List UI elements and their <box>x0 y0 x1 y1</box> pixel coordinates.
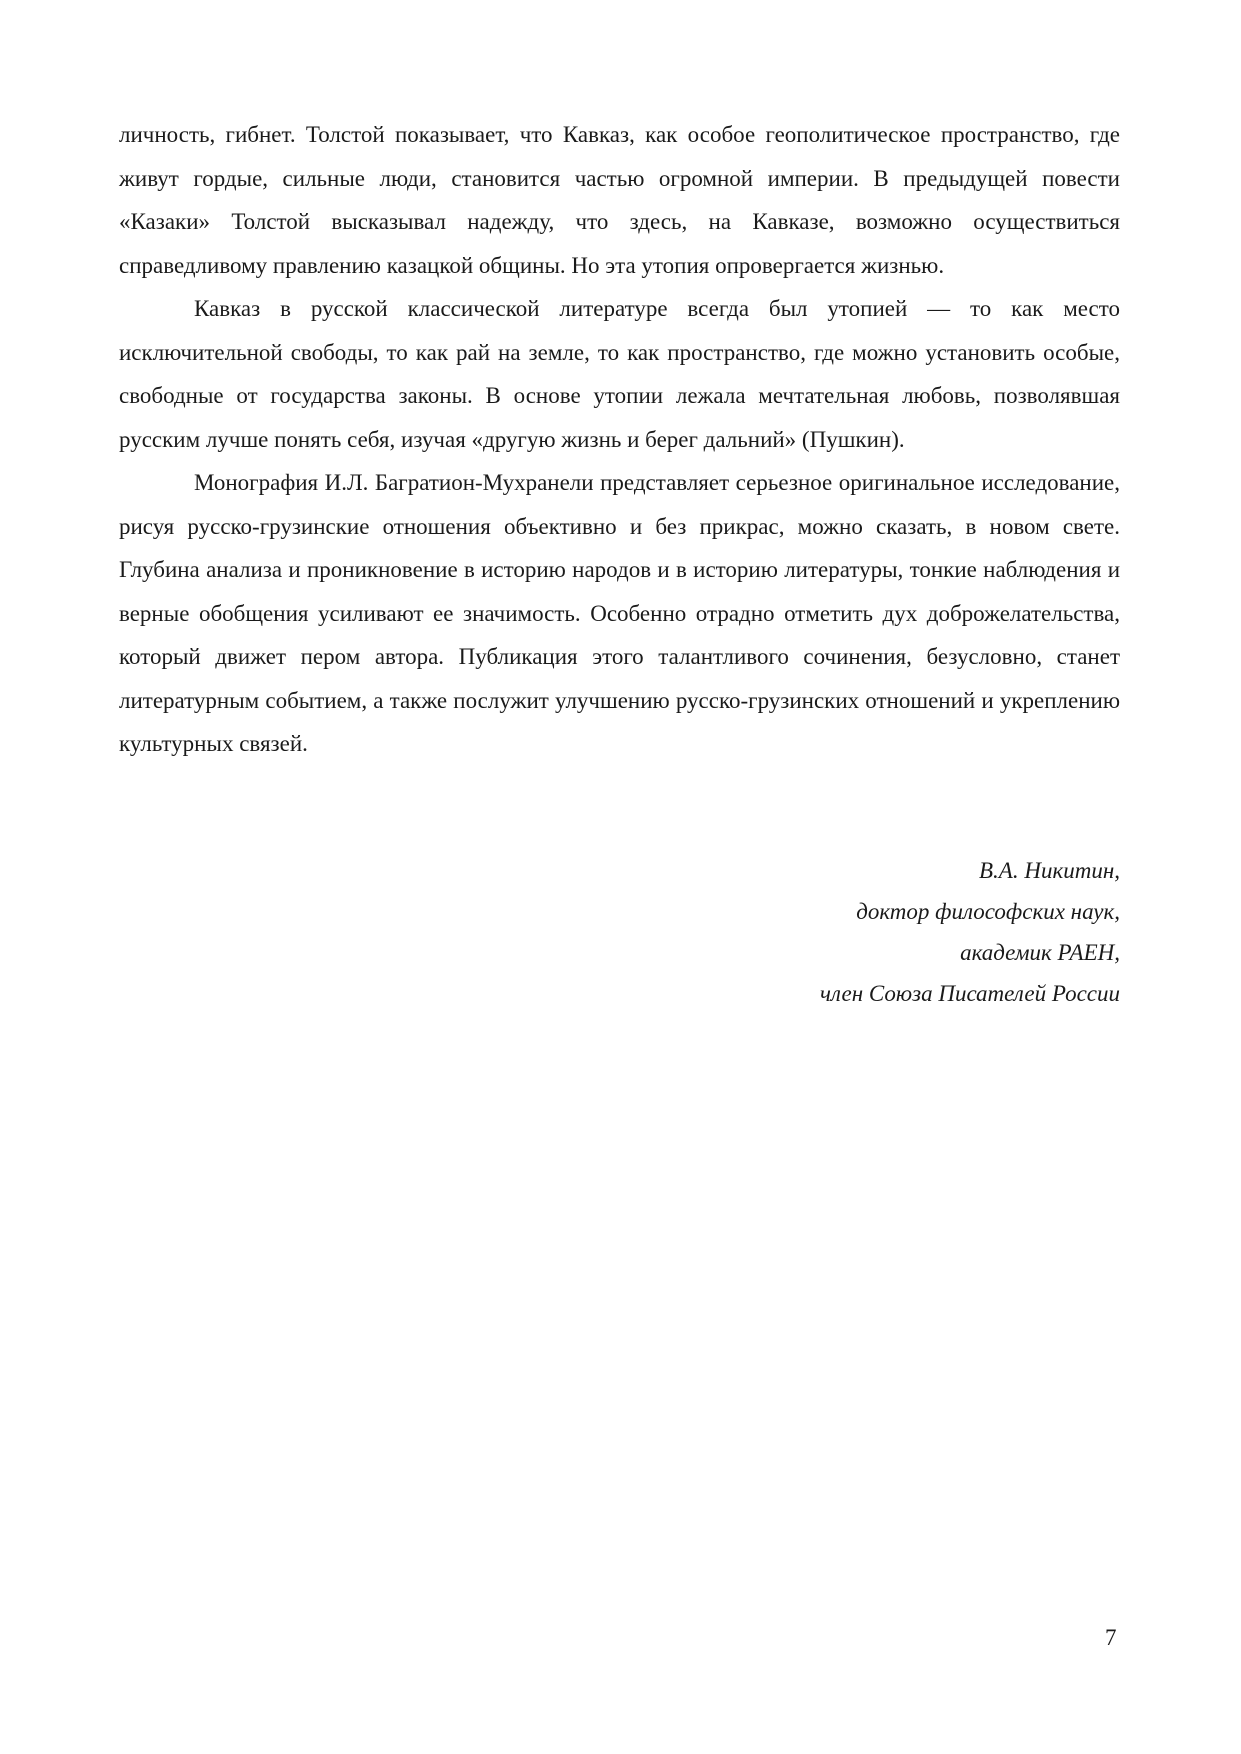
page-number: 7 <box>1105 1625 1117 1650</box>
signature-academy: академик РАЕН, <box>960 940 1120 965</box>
signature-block <box>820 850 1120 1014</box>
body-text <box>119 113 1120 766</box>
paragraph-continuation: личность, гибнет. Толстой показывает, что Кавказ, как особое геополитическое пространство, где живут гордые, сильные люди, становится частью огромной империи. В предыдущей повести «Казаки» Толстой высказывал надежду, что здесь, на Кавказе, возможно осуществиться справедливому правлению казацкой общины. Но эта утопия опровергается жизнью. <box>119 122 1120 278</box>
signature-union: член Союза Писателей России <box>819 981 1120 1006</box>
paragraph-caucasus-utopia: Кавказ в русской классической литературе всегда был утопией — то как место исключительной свободы, то как рай на земле, то как пространство, где можно установить особые, свободные от государства законы. В основе утопии лежала мечтательная любовь, позволявшая русским лучше понять себя, изучая «другую жизнь и берег дальний» (Пушкин). <box>119 296 1120 452</box>
paragraph-monograph-review: Монография И.Л. Багратион-Мухранели представляет серьезное оригинальное исследование, рисуя русско-грузинские отношения объективно и без прикрас, можно сказать, в новом свете. Глубина анализа и проникновение в историю народов и в историю литературы, тонкие наблюдения и верные обобщения усиливают ее значимость. Особенно отрадно отметить дух доброжелательства, который движет пером автора. Публикация этого талантливого сочинения, безусловно, станет литературным событием, а также послужит улучшению русско-грузинских отношений и укреплению культурных связей. <box>119 470 1120 756</box>
signature-name: В.А. Никитин, <box>979 858 1120 883</box>
signature-degree: доктор философских наук, <box>856 899 1120 924</box>
